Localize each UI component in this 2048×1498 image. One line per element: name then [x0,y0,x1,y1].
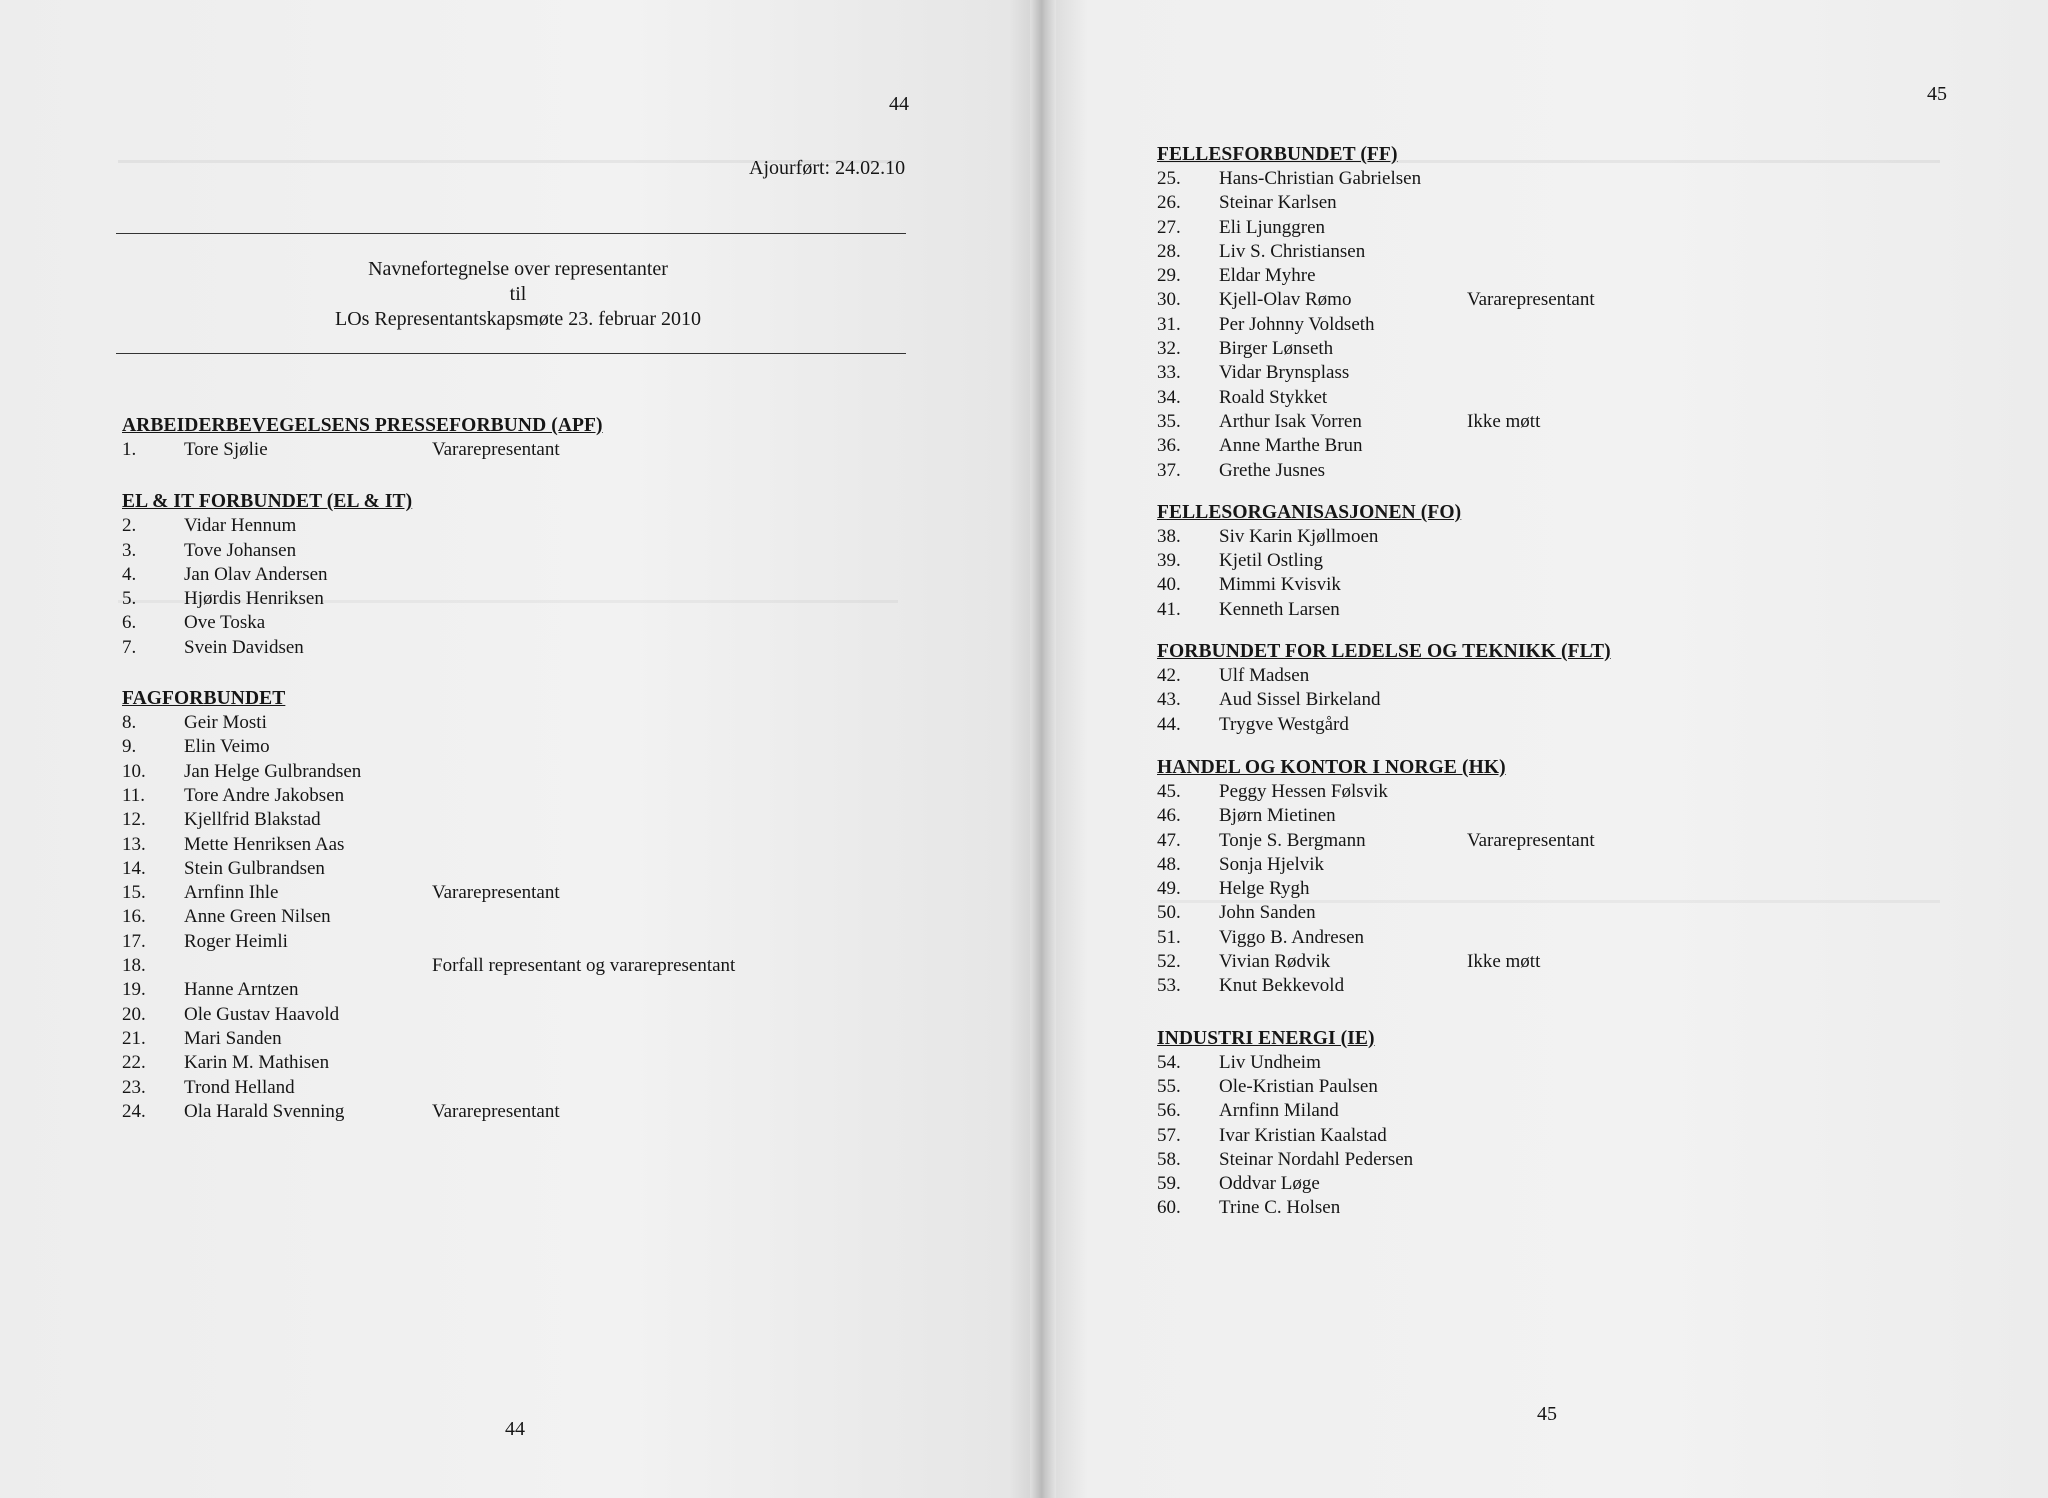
member-row [1157,950,1937,974]
member-row [1157,410,1937,434]
member-name: Svein Davidsen [184,636,304,658]
member-number: 10. [122,760,146,782]
member-row [1157,264,1937,288]
member-number: 53. [1157,975,1181,997]
member-number: 56. [1157,1100,1181,1122]
member-row [122,438,902,462]
member-name: Liv S. Christiansen [1219,240,1366,262]
member-number: 54. [1157,1051,1181,1073]
member-number: 60. [1157,1197,1181,1219]
member-number: 35. [1157,410,1181,432]
member-number: 34. [1157,386,1181,408]
member-name: Arnfinn Miland [1219,1100,1339,1122]
member-number: 47. [1157,829,1181,851]
member-row [1157,525,1937,549]
member-row [122,611,902,635]
member-name: Roger Heimli [184,930,288,952]
member-name: Vivian Rødvik [1219,951,1331,973]
member-name: Karin M. Mathisen [184,1052,330,1074]
member-number: 23. [122,1076,146,1098]
member-row [122,1027,902,1051]
union-section [122,490,902,660]
union-section [1157,756,1937,999]
member-number: 49. [1157,878,1181,900]
member-name: Geir Mosti [184,712,267,734]
member-name: Sonja Hjelvik [1219,853,1325,875]
member-number: 28. [1157,240,1181,262]
member-name: Trine C. Holsen [1219,1197,1341,1219]
member-name: Liv Undheim [1219,1051,1321,1073]
member-number: 15. [122,882,146,904]
member-number: 29. [1157,265,1181,287]
member-row [122,636,902,660]
member-row [122,978,902,1002]
section-heading: FELLESFORBUNDET (FF) [1157,144,1398,165]
member-number: 14. [122,857,146,879]
member-note: Ikke møtt [1467,951,1541,973]
member-row [1157,361,1937,385]
member-name: Mette Henriksen Aas [184,833,345,855]
member-row [122,1003,902,1027]
member-row [1157,459,1937,483]
member-row [1157,713,1937,737]
member-name: Viggo B. Andresen [1219,926,1365,948]
page-number-bottom: 45 [1537,1403,1557,1425]
member-number: 24. [122,1100,146,1122]
member-number: 1. [122,439,137,460]
member-number: 50. [1157,902,1181,924]
member-row [1157,434,1937,458]
section-heading: EL & IT FORBUNDET (EL & IT) [122,491,413,513]
member-name: Mimmi Kvisvik [1219,574,1341,596]
member-number: 21. [122,1027,146,1049]
member-row [1157,1172,1937,1196]
member-name: Peggy Hessen Følsvik [1219,780,1388,802]
member-note: Vararepresentant [1467,829,1595,851]
member-name: Helge Rygh [1219,878,1310,900]
section-heading: HANDEL OG KONTOR I NORGE (HK) [1157,756,1506,778]
page-number-bottom: 44 [505,1418,525,1440]
member-number: 27. [1157,216,1181,238]
member-number: 3. [122,539,137,561]
union-section [122,414,902,462]
union-section [1157,640,1937,737]
member-name: Steinar Nordahl Pedersen [1219,1148,1414,1170]
member-row [1157,288,1937,312]
member-name: Per Johnny Voldseth [1219,313,1375,335]
member-number: 43. [1157,689,1181,711]
member-number: 20. [122,1003,146,1025]
member-row [122,833,902,857]
member-row [1157,167,1937,191]
member-note: Vararepresentant [432,882,560,904]
title-line: til [509,283,527,305]
section-heading: INDUSTRI ENERGI (IE) [1157,1027,1375,1049]
member-number: 36. [1157,435,1181,457]
member-number: 45. [1157,780,1181,802]
member-number: 33. [1157,362,1181,384]
member-number: 22. [122,1052,146,1074]
member-row [1157,664,1937,688]
right-member-list [1157,143,1937,1221]
member-name: Tore Andre Jakobsen [184,784,345,806]
member-number: 12. [122,809,146,831]
member-row [1157,804,1937,828]
member-name: Arthur Isak Vorren [1219,410,1362,432]
member-number: 26. [1157,192,1181,214]
member-name: Grethe Jusnes [1219,459,1326,481]
member-row [122,954,902,978]
member-row [122,711,902,735]
member-name: Trond Helland [184,1076,295,1098]
member-name: Ove Toska [184,612,266,634]
member-number: 6. [122,612,137,634]
member-row [1157,877,1937,901]
member-row [122,808,902,832]
member-name: Ole Gustav Haavold [184,1003,340,1025]
document-title [218,257,818,332]
member-number: 51. [1157,926,1181,948]
member-name: Roald Stykket [1219,386,1328,408]
member-name: Eldar Myhre [1219,265,1316,287]
member-name: Kjellfrid Blakstad [184,809,321,831]
member-number: 55. [1157,1075,1181,1097]
section-heading: FAGFORBUNDET [122,688,286,710]
section-heading: FELLESORGANISASJONEN (FO) [1157,501,1462,523]
member-name: Siv Karin Kjøllmoen [1219,525,1379,547]
member-row [122,1051,902,1075]
member-number: 40. [1157,574,1181,596]
member-row [1157,1196,1937,1220]
member-row [122,563,902,587]
member-number: 4. [122,563,137,585]
member-number: 17. [122,930,146,952]
union-section [1157,501,1937,622]
updated-date: Ajourført: 24.02.10 [749,157,906,179]
member-number: 30. [1157,289,1181,311]
member-row [122,881,902,905]
member-number: 2. [122,515,137,537]
member-row [1157,901,1937,925]
member-number: 37. [1157,459,1181,481]
member-row [122,514,902,538]
member-row [1157,1099,1937,1123]
member-number: 41. [1157,598,1181,620]
member-row [1157,829,1937,853]
member-name: Stein Gulbrandsen [184,857,325,879]
member-note: Forfall representant og vararepresentant [432,955,736,977]
member-name: Jan Olav Andersen [184,563,328,585]
left-member-list [122,414,902,1124]
member-number: 13. [122,833,146,855]
member-number: 39. [1157,550,1181,572]
member-number: 8. [122,712,137,734]
member-name: Knut Bekkevold [1219,975,1345,997]
member-row [122,784,902,808]
member-name: Anne Marthe Brun [1219,435,1363,457]
member-name: Vidar Brynsplass [1219,362,1350,384]
member-note: Vararepresentant [432,439,560,460]
member-number: 18. [122,955,146,977]
member-row [122,905,902,929]
member-row [1157,240,1937,264]
member-name: Kjetil Ostling [1219,550,1323,572]
member-number: 19. [122,979,146,1001]
member-row [122,1100,902,1124]
member-number: 42. [1157,665,1181,687]
member-row [122,857,902,881]
member-number: 32. [1157,338,1181,360]
member-name: Vidar Hennum [184,515,297,537]
title-rule-bottom [116,353,906,354]
member-row [1157,313,1937,337]
member-row [1157,926,1937,950]
member-number: 11. [122,784,146,806]
union-section [1157,143,1937,483]
member-number: 52. [1157,951,1181,973]
member-row [1157,1075,1937,1099]
member-name: Ivar Kristian Kaalstad [1219,1124,1387,1146]
member-row [1157,337,1937,361]
member-row [1157,386,1937,410]
member-name: Anne Green Nilsen [184,906,331,928]
title-line: LOs Representantskapsmøte 23. februar 2010 [334,308,701,330]
member-name: Eli Ljunggren [1219,216,1326,238]
member-row [122,760,902,784]
member-row [1157,1148,1937,1172]
member-row [122,735,902,759]
member-name: Hjørdis Henriksen [184,588,324,610]
member-name: Jan Helge Gulbrandsen [184,760,362,782]
member-name: John Sanden [1219,902,1316,924]
member-name: Tonje S. Bergmann [1219,829,1366,851]
member-row [122,1076,902,1100]
member-row [1157,549,1937,573]
union-section [122,687,902,1124]
member-row [1157,216,1937,240]
member-number: 9. [122,736,137,758]
member-number: 48. [1157,853,1181,875]
member-note: Vararepresentant [432,1100,560,1122]
member-row [1157,598,1937,622]
member-name: Arnfinn Ihle [184,882,279,904]
member-number: 44. [1157,713,1181,735]
book-gutter [1030,0,1056,1498]
member-note: Ikke møtt [1467,410,1541,432]
member-note: Vararepresentant [1467,289,1595,311]
member-row [1157,780,1937,804]
member-name: Oddvar Løge [1219,1173,1320,1195]
member-name: Hanne Arntzen [184,979,299,1001]
member-name: Ulf Madsen [1219,665,1310,687]
member-name: Ola Harald Svenning [184,1100,345,1122]
member-name: Aud Sissel Birkeland [1219,689,1381,711]
member-name: Tove Johansen [184,539,297,561]
member-name: Tore Sjølie [184,439,268,460]
member-name: Kjell-Olav Rømo [1219,289,1352,311]
member-number: 59. [1157,1173,1181,1195]
member-number: 25. [1157,168,1181,189]
member-row [1157,573,1937,597]
member-name: Hans-Christian Gabrielsen [1219,168,1422,189]
member-row [1157,974,1937,998]
member-number: 38. [1157,525,1181,547]
member-row [122,587,902,611]
member-name: Elin Veimo [184,736,270,758]
member-name: Mari Sanden [184,1027,282,1049]
section-heading: ARBEIDERBEVEGELSENS PRESSEFORBUND (APF) [122,415,603,436]
member-row [1157,1051,1937,1075]
union-section [1157,1027,1937,1221]
member-number: 46. [1157,805,1181,827]
member-row [122,930,902,954]
page-number-top: 44 [889,93,909,115]
member-name: Birger Lønseth [1219,338,1334,360]
title-line: Navnefortegnelse over representanter [368,258,668,280]
member-number: 58. [1157,1148,1181,1170]
member-row [1157,191,1937,215]
member-row [1157,1124,1937,1148]
page-number-top: 45 [1927,83,1947,105]
member-number: 16. [122,906,146,928]
section-heading: FORBUNDET FOR LEDELSE OG TEKNIKK (FLT) [1157,641,1611,663]
member-number: 57. [1157,1124,1181,1146]
member-number: 5. [122,588,137,610]
title-rule-top [116,233,906,234]
member-name: Trygve Westgård [1219,713,1349,735]
member-name: Ole-Kristian Paulsen [1219,1075,1378,1097]
member-row [122,539,902,563]
member-name: Kenneth Larsen [1219,598,1340,620]
member-number: 31. [1157,313,1181,335]
member-row [1157,688,1937,712]
member-row [1157,853,1937,877]
member-number: 7. [122,636,137,658]
member-name: Steinar Karlsen [1219,192,1337,214]
member-name: Bjørn Mietinen [1219,805,1336,827]
